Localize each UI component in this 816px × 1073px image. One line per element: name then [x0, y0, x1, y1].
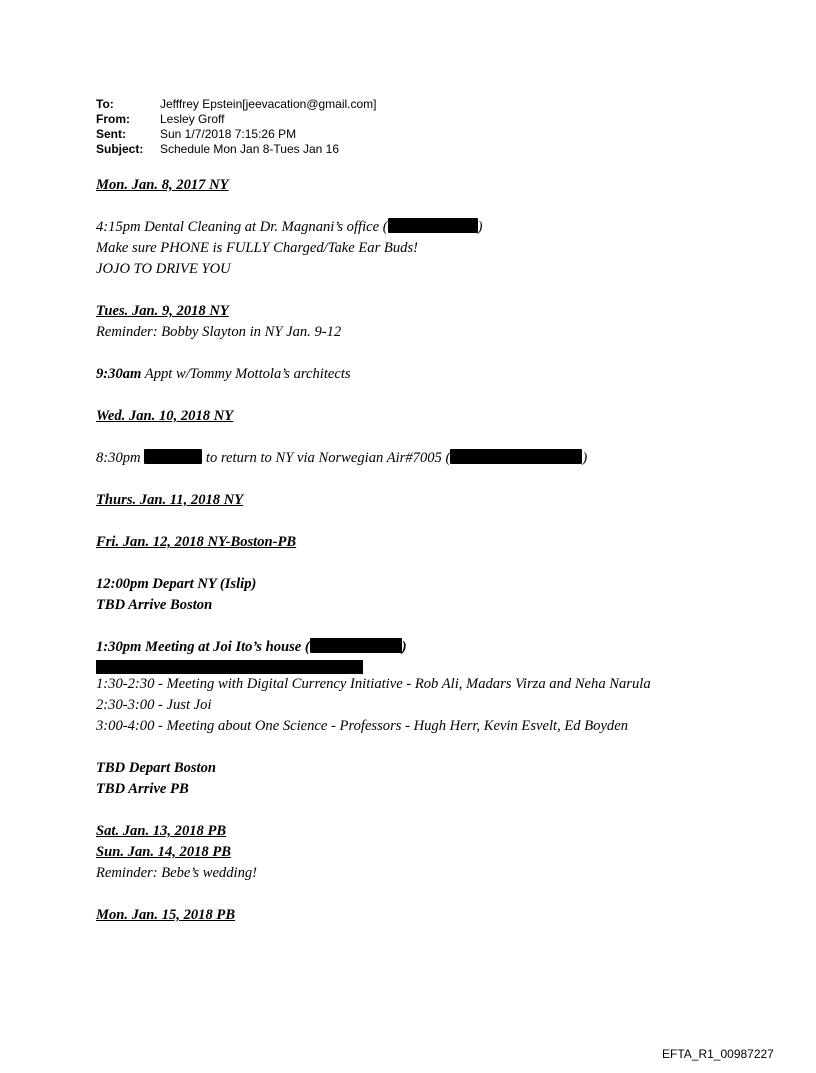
meeting-dci: 1:30-2:30 - Meeting with Digital Currency Initiative - Rob Ali, Madars Virza and Neha Narula	[96, 676, 651, 692]
document-id: EFTA_R1_00987227	[662, 1047, 774, 1061]
flight-time: 8:30pm	[96, 450, 145, 466]
redaction-box	[388, 218, 478, 233]
redaction-box	[144, 449, 202, 464]
day-heading-sat-jan13: Sat. Jan. 13, 2018 PB	[96, 823, 227, 839]
appt-time: 9:30am	[96, 366, 142, 382]
flight-line	[96, 448, 796, 469]
sent-row	[96, 127, 377, 142]
dental-line	[96, 217, 796, 238]
driver-note: JOJO TO DRIVE YOU	[96, 261, 231, 277]
joi-meeting-text: 1:30pm Meeting at Joi Ito’s house (	[96, 639, 310, 655]
flight-text: to return to NY via Norwegian Air#7005 (	[202, 450, 451, 466]
redaction-block	[96, 660, 363, 674]
email-body	[96, 175, 796, 926]
redaction-box	[450, 449, 582, 464]
day-heading-tue-jan9: Tues. Jan. 9, 2018 NY	[96, 303, 229, 319]
dental-close: )	[477, 219, 483, 235]
from-value: Lesley Groff	[160, 112, 225, 126]
meeting-one-science: 3:00-4:00 - Meeting about One Science - Professors - Hugh Herr, Kevin Esvelt, Ed Boyden	[96, 718, 628, 734]
phone-reminder: Make sure PHONE is FULLY Charged/Take Ear Buds!	[96, 240, 418, 256]
sent-value: Sun 1/7/2018 7:15:26 PM	[160, 127, 297, 141]
depart-boston: TBD Depart Boston	[96, 760, 217, 776]
from-label: From:	[96, 112, 130, 126]
arrive-boston: TBD Arrive Boston	[96, 597, 213, 613]
day-heading-wed-jan10: Wed. Jan. 10, 2018 NY	[96, 408, 234, 424]
reminder-slayton: Reminder: Bobby Slayton in NY Jan. 9-12	[96, 324, 342, 340]
dental-text: 4:15pm Dental Cleaning at Dr. Magnani’s office (	[96, 219, 388, 235]
subject-label: Subject:	[96, 142, 144, 156]
day-heading-sun-jan14: Sun. Jan. 14, 2018 PB	[96, 844, 232, 860]
depart-ny: 12:00pm Depart NY (Islip)	[96, 576, 257, 592]
subject-value: Schedule Mon Jan 8-Tues Jan 16	[160, 142, 339, 156]
subject-row	[96, 142, 377, 157]
to-label: To:	[96, 97, 114, 111]
to-value: Jefffrey Epstein[jeevacation@gmail.com]	[160, 97, 377, 111]
arrive-pb: TBD Arrive PB	[96, 781, 189, 797]
appt-text: Appt w/Tommy Mottola’s architects	[141, 366, 351, 382]
day-heading-thu-jan11: Thurs. Jan. 11, 2018 NY	[96, 492, 244, 508]
from-row	[96, 112, 377, 127]
email-header	[96, 97, 377, 157]
meeting-joi: 2:30-3:00 - Just Joi	[96, 697, 212, 713]
flight-close: )	[582, 450, 588, 466]
sent-label: Sent:	[96, 127, 126, 141]
joi-meeting-close: )	[401, 639, 407, 655]
joi-meeting	[96, 637, 796, 658]
architect-appt	[96, 364, 796, 385]
to-row	[96, 97, 377, 112]
day-heading-fri-jan12: Fri. Jan. 12, 2018 NY-Boston-PB	[96, 534, 297, 550]
day-heading-mon-jan8: Mon. Jan. 8, 2017 NY	[96, 177, 229, 193]
redaction-box	[310, 638, 402, 653]
day-heading-mon-jan15: Mon. Jan. 15, 2018 PB	[96, 907, 236, 923]
reminder-wedding: Reminder: Bebe’s wedding!	[96, 865, 258, 881]
